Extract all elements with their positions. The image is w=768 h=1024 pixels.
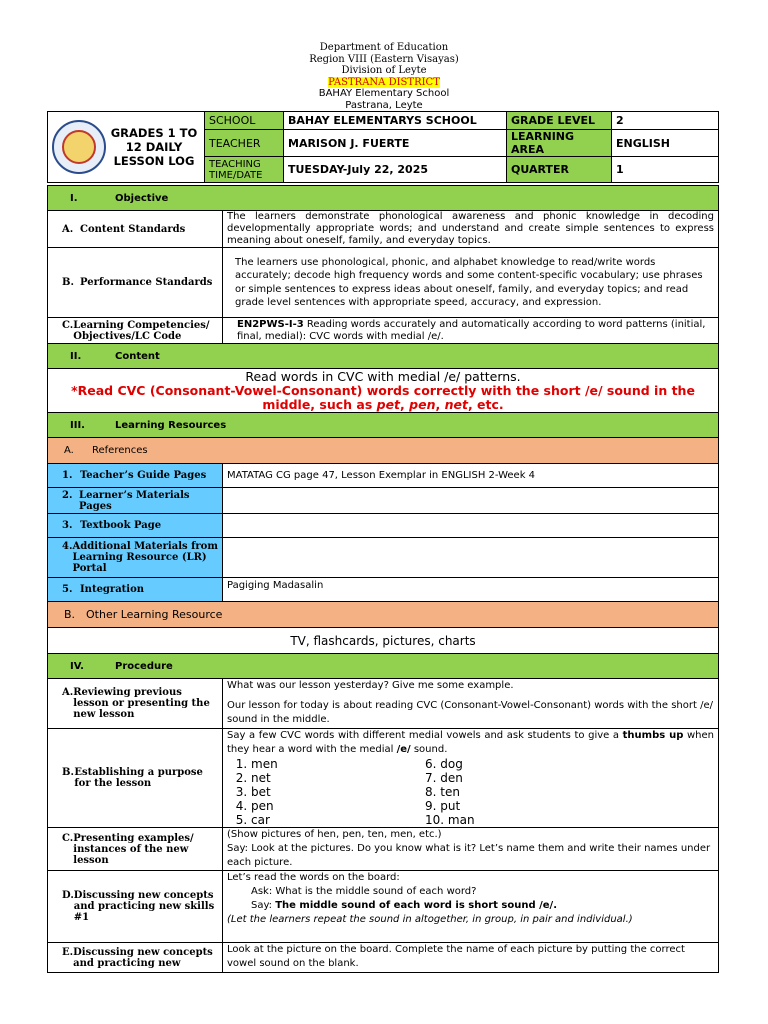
competencies-text: EN2PWS-I-3 Reading words accurately and automatically according to word patterns (initial, final, medial): CVC words with medial /e/. [223,318,719,344]
header-school: BAHAY Elementary School [318,88,450,100]
resource-row-3-label: 3. Textbook Page [48,514,223,538]
school-value: BAHAY ELEMENTARYS SCHOOL [284,112,507,130]
content-standards-text: The learners demonstrate phonological awareness and phonic knowledge in decoding developmentally appropriate words; and understand and create simple sentences to express meaning about oneself, family, and everyday topics. [223,211,719,248]
school-label: SCHOOL [205,112,284,130]
performance-standards-text: The learners use phonological, phonic, and alphabet knowledge to read/write words accurately; decode high frequency words and some content-specific vocabulary; use phrases or simple sentences to express ideas about oneself, family, and everyday topics; and read grade level sentences with appropriate speed, accuracy, and expression. [223,248,719,318]
header-district: PASTRANA DISTRICT [328,76,440,88]
header-region: Region VIII (Eastern Visayas) [309,53,459,65]
title-cell [48,112,205,183]
lesson-log-title: GRADES 1 TO 12 DAILY LESSON LOG [110,126,198,168]
procedure-d-label: D. Discussing new concepts and practicing new skills #1 [48,871,223,943]
quarter-label: QUARTER [507,157,612,183]
section-objective: I. Objective [48,186,719,211]
resource-row-2-value [223,488,719,514]
resource-row-4-value [223,538,719,578]
grade-value: 2 [612,112,719,130]
procedure-b-label: B. Establishing a purpose for the lesson [48,729,223,828]
content-text: Read words in CVC with medial /e/ patterns. *Read CVC (Consonant-Vowel-Consonant) words correctly with the short /e/ sound in the middle, such as pet, pen, net, etc. [48,369,719,413]
procedure-c-text: (Show pictures of hen, pen, ten, men, etc.) Say: Look at the pictures. Do you know what is it? Let’s name them and write their names under each picture. [223,828,719,871]
deped-seal-icon [52,120,106,174]
resource-row-2-label: 2. Learner’s Materials Pages [48,488,223,514]
time-label: TEACHING TIME/DATE [205,157,284,183]
performance-standards-label: B. Performance Standards [48,248,223,318]
procedure-e-text: Look at the picture on the board. Complete the name of each picture by putting the correct vowel sound on the blank. [223,943,719,973]
letterhead [0,42,768,112]
lesson-table [47,185,719,973]
procedure-e-label: E. Discussing new concepts and practicing new [48,943,223,973]
procedure-b-text: Say a few CVC words with different medial vowels and ask students to give a thumbs up when they hear a word with the medial /e/ sound. 1. men 2. net 3. bet 4. pen 5. car 6. dog 7. den 8. ten 9. put 10. man [223,729,719,828]
area-value: ENGLISH [612,130,719,157]
header-location: Pastrana, Leyte [345,99,423,111]
content-standards-label: A. Content Standards [48,211,223,248]
other-resources-header: B. Other Learning Resource [48,602,719,628]
procedure-a-label: A. Reviewing previous lesson or presenting the new lesson [48,679,223,729]
resource-row-1-label: 1. Teacher’s Guide Pages [48,464,223,488]
procedure-c-label: C. Presenting examples/ instances of the new lesson [48,828,223,871]
time-value: TUESDAY-July 22, 2025 [284,157,507,183]
procedure-d-text: Let’s read the words on the board: Ask: What is the middle sound of each word? Say: The middle sound of each word is short sound /e/. (Let the learners repeat the sound in altogether, in group, in pair and individual.) [223,871,719,943]
teacher-label: TEACHER [205,130,284,157]
references-header: A. References [48,438,719,464]
competencies-label: C. Learning Competencies/ Objectives/LC Code [48,318,223,344]
resource-row-5-label: 5. Integration [48,578,223,602]
grade-label: GRADE LEVEL [507,112,612,130]
info-table [47,111,719,183]
section-content: II. Content [48,344,719,369]
section-learning-resources: III. Learning Resources [48,413,719,438]
resource-row-4-label: 4. Additional Materials from Learning Resource (LR) Portal [48,538,223,578]
resource-row-3-value [223,514,719,538]
section-procedure: IV. Procedure [48,654,719,679]
word-list: 1. men 2. net 3. bet 4. pen 5. car 6. dog 7. den 8. ten 9. put 10. man [227,757,714,827]
teacher-value: MARISON J. FUERTE [284,130,507,157]
header-department: Department of Education [319,42,449,53]
procedure-a-text: What was our lesson yesterday? Give me some example. Our lesson for today is about reading CVC (Consonant-Vowel-Consonant) words with the short /e/ sound in the middle. [223,679,719,729]
resource-row-1-value: MATATAG CG page 47, Lesson Exemplar in ENGLISH 2-Week 4 [223,464,719,488]
other-resources-text: TV, flashcards, pictures, charts [48,628,719,654]
header-division: Division of Leyte [341,65,427,77]
resource-row-5-value: Pagiging Madasalin [223,578,719,602]
area-label: LEARNING AREA [507,130,612,157]
quarter-value: 1 [612,157,719,183]
